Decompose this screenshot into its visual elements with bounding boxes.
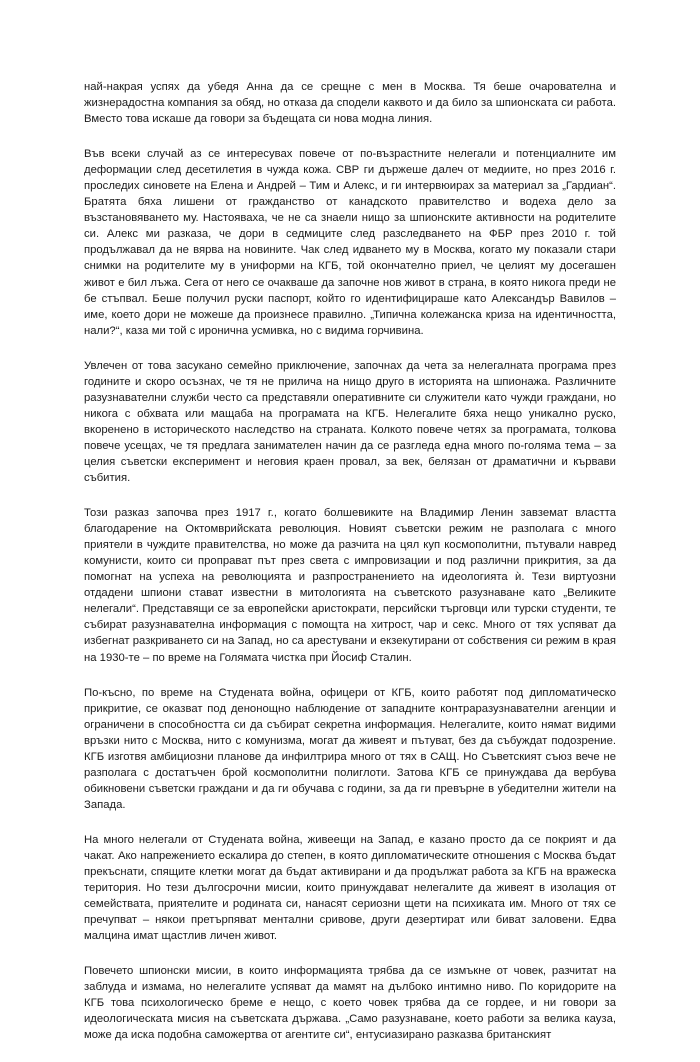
paragraph-6: На много нелегали от Студената война, живеещи на Запад, е казано просто да се покрият и да чакат. Ако напрежението ескалира до степен, в която дипломатическите отношения с Москва бъдат прекъснати, спящите клетки могат да бъдат активирани и да продължат работа за КГБ на вражеска територия. Но тези дългосрочни мисии, които принуждават нелегалите да живеят в изолация от семействата, приятелите и родината си, нанасят сериозни щети на психиката им. Много от тях се пречупват – някои претърпяват ментални сривове, други дезертират или биват заловени. Едва малцина имат щастлив личен живот. (84, 833, 616, 943)
document-page (84, 79, 616, 1062)
paragraph-5: По-късно, по време на Студената война, офицери от КГБ, които работят под дипломатическо прикритие, се оказват под денонощно наблюдение от западните контраразузнавателни агенции и ограничени в способността си да събират секретна информация. Нелегалите, които нямат видими връзки нито с Москва, нито с комунизма, могат да живеят и пътуват, без да събуждат подозрение. КГБ изготвя амбициозни планове да инфилтрира много от тях в САЩ. Но Съветският съюз вече не разполага с достатъчен брой космополитни полиглоти. Затова КГБ се принуждава да вербува обикновени съветски граждани и да ги обучава с години, за да ги превърне в убедителни жители на Запада. (84, 686, 616, 811)
paragraph-2: Във всеки случай аз се интересувах повече от по-възрастните нелегали и потенциалните им деформации след десетилетия в чужда кожа. СВР ги държеше далеч от медиите, но през 2016 г. проследих синовете на Елена и Андрей – Тим и Алекс, и ги интервюирах за материал за „Гардиан“. Братята бяха лишени от гражданство от канадското правителство и водеха дело за възстановяването му. Настояваха, че не са знаели нищо за шпионските активности на родителите си. Алекс ми разказа, че дори в седмиците след разследването на ФБР през 2010 г. той продължавал да не вярва на новините. Чак след идването му в Москва, когато му показали стари снимки на родителите му в униформи на КГБ, той окончателно приел, че целият му досегашен живот е бил лъжа. Сега от него се очакваше да започне нов живот в страна, в която никога преди не бе стъпвал. Беше получил руски паспорт, който го идентифицираше като Александър Вавилов – име, което дори не можеше да произнесе правилно. „Типична колежанска криза на идентичността, нали?“, каза ми той с иронична усмивка, но с видима горчивина. (84, 148, 616, 337)
paragraph-3: Увлечен от това засукано семейно приключение, започнах да чета за нелегалната програма през годините и скоро осъзнах, че тя не прилича на нищо друго в историята на шпионажа. Различните разузнавателни служби често са представяли оперативните си служители като чужди граждани, но никога с обхвата или мащаба на програмата на КГБ. Нелегалите бяха нещо уникално руско, вкоренено в историческото наследство на страната. Колкото повече четях за програмата, толкова повече усещах, че тя предлага занимателен начин да се разгледа една много по-голяма тема – за целия съветски експеримент и неговия краен провал, за век, белязан от драматични и кървави събития. (84, 359, 616, 485)
paragraph-1: най-накрая успях да убедя Анна да се срещне с мен в Москва. Тя беше очарователна и жизнерадостна компания за обяд, но отказа да сподели каквото и да било за шпионската си работа. Вместо това искаше да говори за бъдещата си нова модна линия. (84, 81, 616, 126)
paragraph-4: Този разказ започва през 1917 г., когато болшевиките на Владимир Ленин завземат властта благодарение на Октомврийската революция. Новият съветски режим не разполага с много приятели в чуждите правителства, но може да разчита на цял куп космополитни, пътували навред комунисти, които си проправат път през света с импровизации и под различни прикрития, за да помогнат на успеха на революцията и разпространението на идеологията ѝ. Тези виртуозни отдадени шпиони стават известни в митологията на съветското разузнаване като „Великите нелегали“. Представящи се за европейски аристократи, персийски търговци или турски студенти, те събират разузнавателна информация с помощта на хитрост, чар и секс. Много от тях успяват да избегнат разкриването си на Запад, но са арестувани и екзекутирани от собствения си режим в края на 1930-те – по време на Голямата чистка при Йосиф Сталин. (84, 507, 616, 664)
paragraph-7: Повечето шпионски мисии, в които информацията трябва да се измъкне от човек, разчитат на заблуда и измама, но нелегалите успяват да мамят на дълбоко интимно ниво. По коридорите на КГБ това психологическо бреме е нещо, с което човек трябва да се гордее, и ни говори за идеологическата мисия на съветската държава. „Само разузнаване, което работи за велика кауза, може да иска подобна саможертва от агентите си“, ентусиазирано разказва британският (84, 965, 616, 1042)
